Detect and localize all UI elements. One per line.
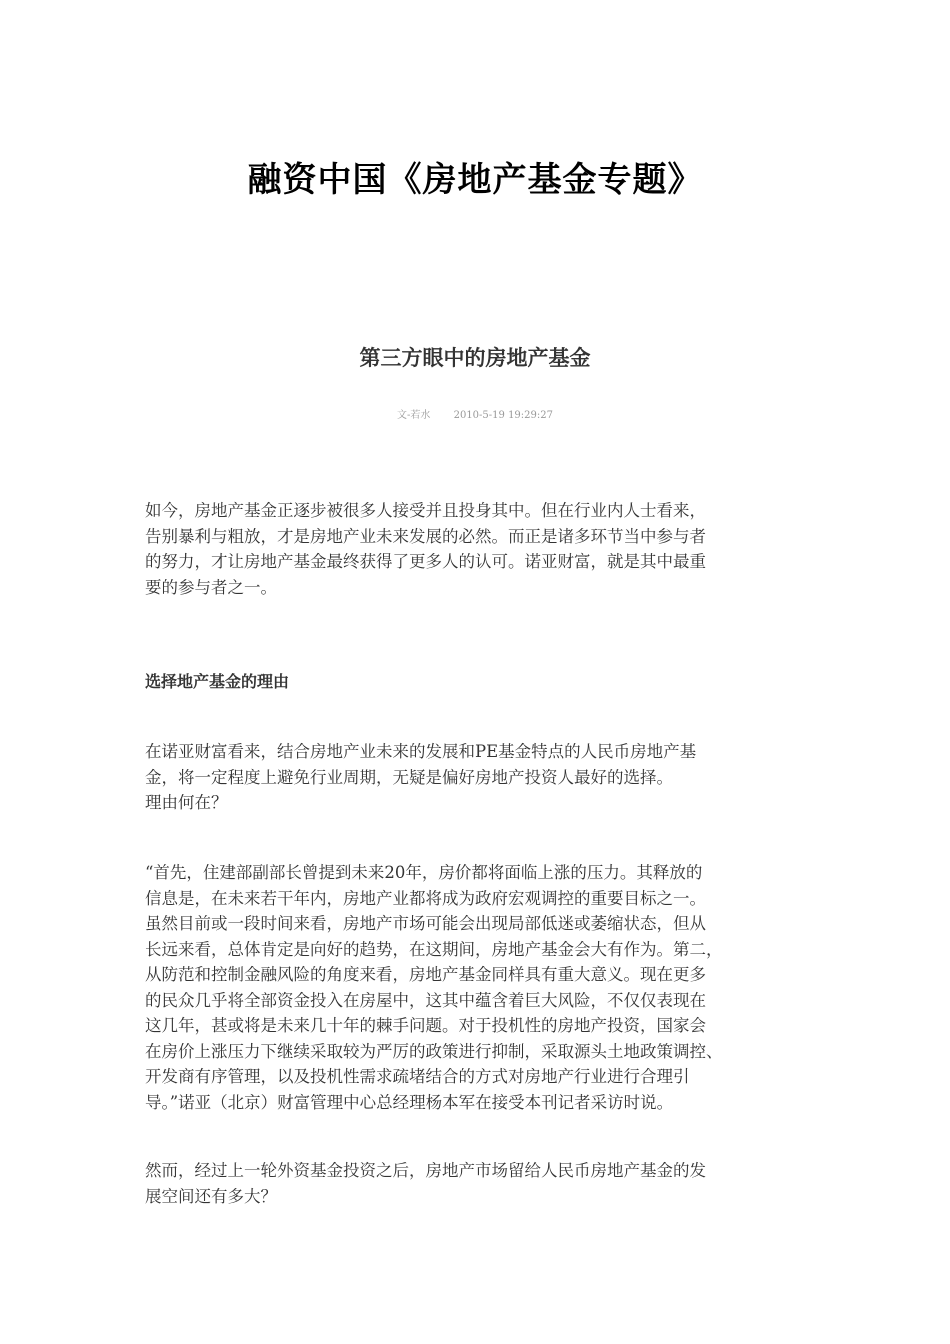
paragraph-line: 理由何在？ — [145, 793, 228, 812]
paragraph-line: “首先，住建部副部长曾提到未来20年，房价都将面临上涨的压力。其释放的 — [145, 863, 703, 882]
article-author: 文-若水 — [397, 410, 431, 421]
quote-paragraph — [145, 860, 810, 1115]
paragraph-line: 在诺亚财富看来，结合房地产业未来的发展和PE基金特点的人民币房地产基 — [145, 742, 697, 761]
article-datetime: 2010-5-19 19:29:27 — [453, 410, 553, 421]
paragraph-line: 要的参与者之一。 — [145, 577, 277, 597]
paragraph-line: 这几年，甚或将是未来几十年的棘手问题。对于投机性的房地产投资，国家会 — [145, 1016, 706, 1035]
paragraph-line: 如今，房地产基金正逐步被很多人接受并且投身其中。但在行业内人士看来， — [145, 501, 706, 520]
article-title: 第三方眼中的房地产基金 — [359, 345, 591, 370]
paragraph-line: 的努力，才让房地产基金最终获得了更多人的认可。诺亚财富，就是其中最重 — [145, 552, 706, 571]
paragraph-line: 告别暴利与粗放，才是房地产业未来发展的必然。而正是诸多环节当中参与者 — [145, 526, 706, 546]
paragraph-line: 长远来看，总体肯定是向好的趋势，在这期间，房地产基金会大有作为。第二， — [145, 939, 723, 959]
intro-paragraph — [145, 498, 810, 600]
paragraph-line: 导。”诺亚（北京）财富管理中心总经理杨本军在接受本刊记者采访时说。 — [145, 1092, 674, 1112]
document-title: 融资中国《房地产基金专题》 — [247, 160, 703, 200]
closing-paragraph — [145, 1158, 810, 1209]
paragraph-line: 开发商有序管理，以及投机性需求疏堵结合的方式对房地产行业进行合理引 — [145, 1067, 690, 1086]
section-heading: 选择地产基金的理由 — [145, 672, 290, 691]
paragraph-line: 然而，经过上一轮外资基金投资之后，房地产市场留给人民币房地产基金的发 — [145, 1161, 706, 1180]
paragraph-line: 展空间还有多大？ — [145, 1186, 277, 1206]
article-byline — [0, 408, 950, 424]
paragraph-line: 在房价上涨压力下继续采取较为严厉的政策进行抑制，采取源头土地政策调控、 — [145, 1041, 723, 1061]
paragraph-line: 金，将一定程度上避免行业周期，无疑是偏好房地产投资人最好的选择。 — [145, 767, 673, 787]
paragraph-line: 的民众几乎将全部资金投入在房屋中，这其中蕴含着巨大风险，不仅仅表现在 — [145, 990, 706, 1010]
paragraph-line: 从防范和控制金融风险的角度来看，房地产基金同样具有重大意义。现在更多 — [145, 965, 706, 984]
paragraph-line: 虽然目前或一段时间来看，房地产市场可能会出现局部低迷或萎缩状态，但从 — [145, 914, 706, 933]
reason-paragraph — [145, 739, 810, 816]
paragraph-line: 信息是，在未来若干年内，房地产业都将成为政府宏观调控的重要目标之一。 — [145, 888, 706, 908]
